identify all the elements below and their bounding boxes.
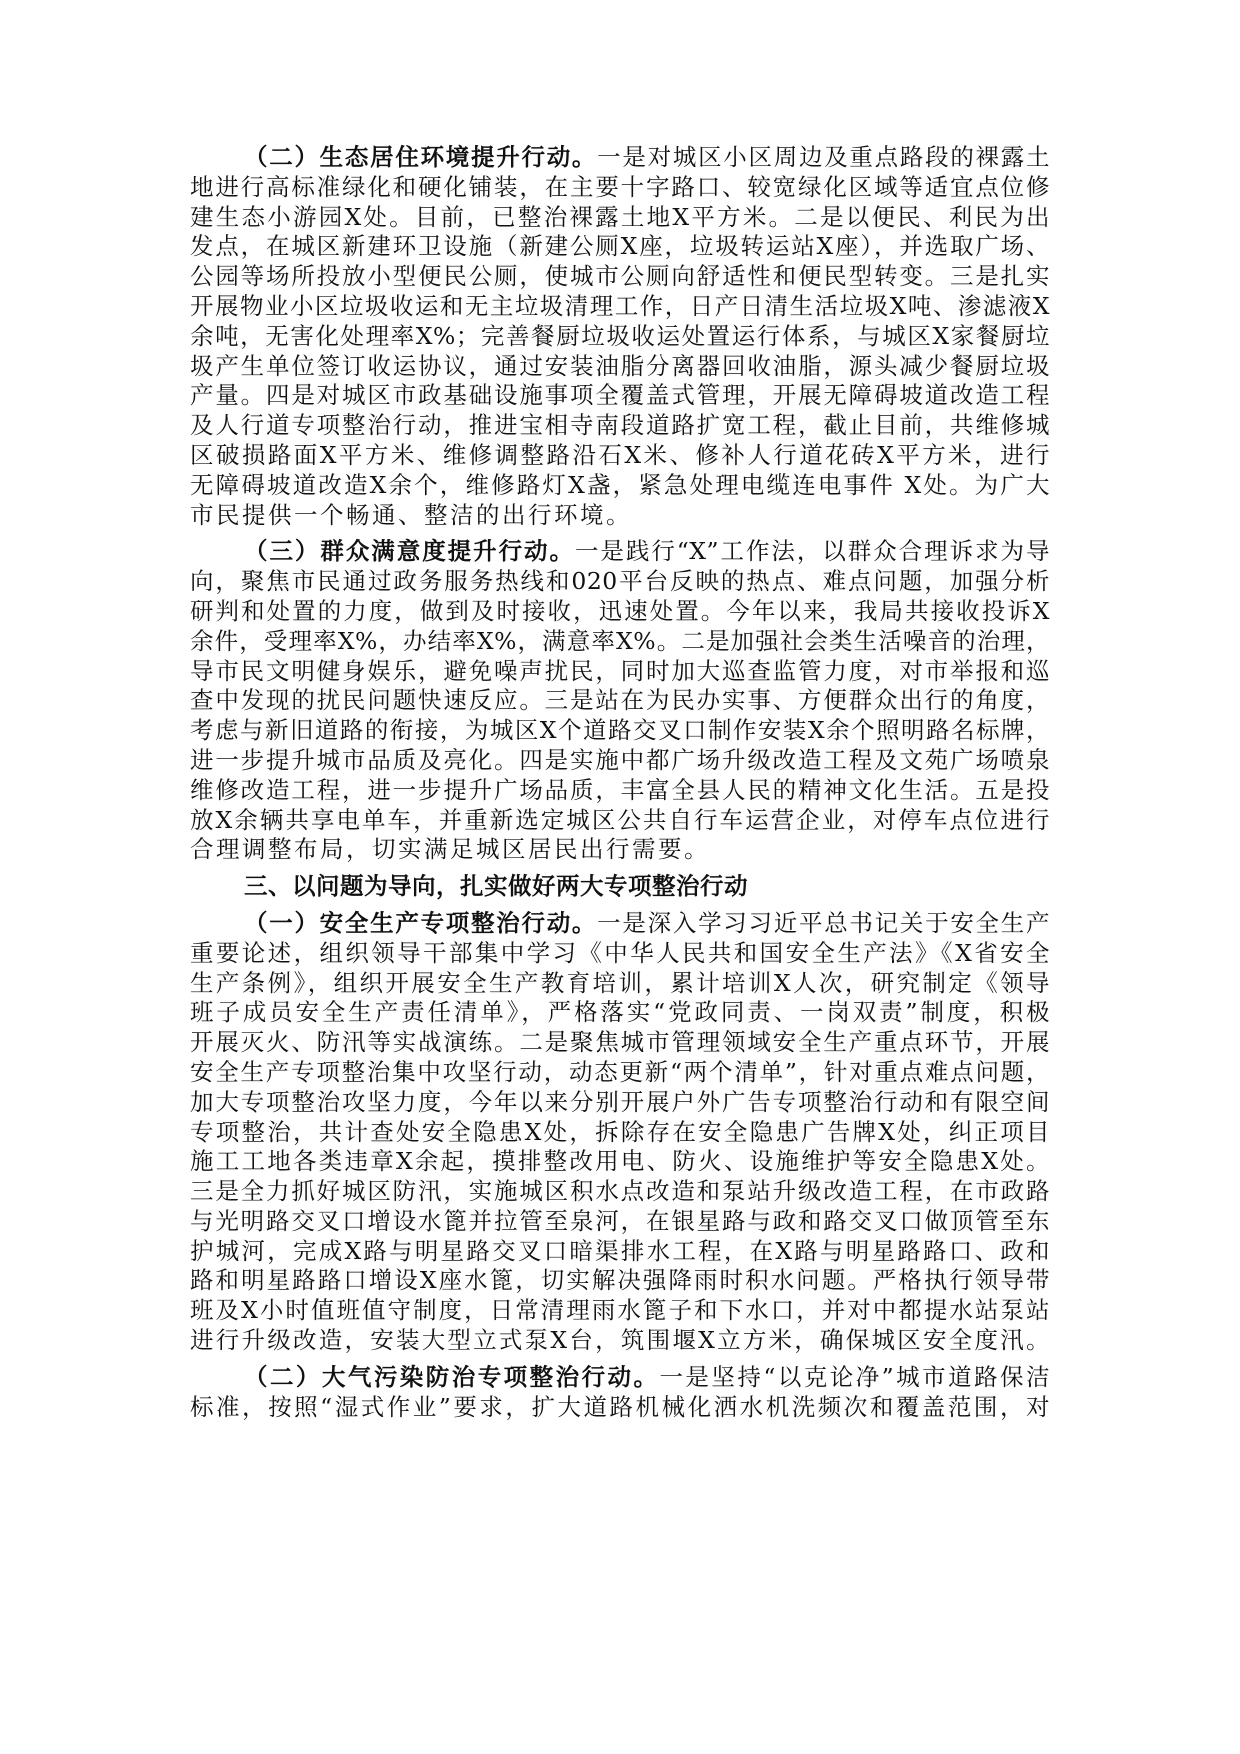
paragraph-first-line [190,1363,1050,1393]
text-line: 余吨，无害化处理率X%；完善餐厨垃圾收运处置运行体系，与城区X家餐厨垃 [190,321,1050,350]
section-heading-block [190,872,1050,902]
text-span: 一是践行“X”工作法，以群众合理诉求为导 [574,537,1050,566]
text-line: 标准，按照“湿式作业”要求，扩大道路机械化洒水机洗频次和覆盖范围，对 [190,1392,1050,1421]
text-line: 导市民文明健身娱乐，避免噪声扰民，同时加大巡查监管力度，对市举报和巡 [190,656,1050,685]
paragraph-lead: （一）安全生产专项整治行动。 [244,908,598,937]
paragraph-safety [190,909,1050,1356]
text-span: 一是深入学习习近平总书记关于安全生产 [597,908,1050,937]
text-line: 开展灭火、防汛等实战演练。二是聚焦城市管理领域安全生产重点环节，开展 [190,1028,1050,1057]
paragraph-lead: （三）群众满意度提升行动。 [244,537,575,566]
text-line: 护城河，完成X路与明星路交叉口暗渠排水工程，在X路与明星路路口、政和 [190,1236,1050,1265]
text-line: 班子成员安全生产责任清单》，严格落实“党政同责、一岗双责”制度，积极 [190,998,1050,1027]
paragraph-first-line [190,909,1050,939]
text-line: 与光明路交叉口增设水篦并拉管至泉河，在银星路与政和路交叉口做顶管至东 [190,1206,1050,1235]
text-line: 班及X小时值班值守制度，日常清理雨水篦子和下水口，并对中都提水站泵站 [190,1296,1050,1325]
text-line: 进一步提升城市品质及亮化。四是实施中都广场升级改造工程及文苑广场喷泉 [190,745,1050,774]
paragraph-first-line [190,143,1050,173]
text-line: 放X余辆共享电单车，并重新选定城区公共自行车运营企业，对停车点位进行 [190,805,1050,834]
paragraph-eco-living [190,143,1050,530]
paragraph-first-line [190,537,1050,567]
text-line: 路和明星路路口增设X座水篦，切实解决强降雨时积水问题。严格执行领导带 [190,1266,1050,1295]
text-line: 及人行道专项整治行动，推进宝相寺南段道路扩宽工程，截止目前，共维修城 [190,411,1050,440]
text-line: 余件，受理率X%，办结率X%，满意率X%。二是加强社会类生活噪音的治理， [190,626,1050,655]
text-line: 安全生产专项整治集中攻坚行动，动态更新“两个清单”，针对重点难点问题， [190,1057,1050,1086]
text-line: 建生态小游园X处。目前，已整治裸露土地X平方米。二是以便民、利民为出 [190,202,1050,231]
text-line: 重要论述，组织领导干部集中学习《中华人民共和国安全生产法》《X省安全 [190,938,1050,967]
text-line: 考虑与新旧道路的衔接，为城区X个道路交叉口制作安装X余个照明路名标牌， [190,716,1050,745]
text-line: 向，聚焦市民通过政务服务热线和020平台反映的热点、难点问题，加强分析 [190,567,1050,596]
text-line: 维修改造工程，进一步提升广场品质，丰富全县人民的精神文化生活。五是投 [190,775,1050,804]
paragraph-air-pollution [190,1363,1050,1423]
text-line: 进行升级改造，安装大型立式泵X台，筑围堰X立方米，确保城区安全度汛。 [190,1326,1050,1355]
text-line: 圾产生单位签订收运协议，通过安装油脂分离器回收油脂，源头减少餐厨垃圾 [190,351,1050,380]
text-line: 开展物业小区垃圾收运和无主垃圾清理工作，日产日清生活垃圾X吨、渗滤液X [190,291,1050,320]
text-span: 一是坚持“以克论净”城市道路保洁 [659,1362,1050,1391]
text-line: 专项整治，共计查处安全隐患X处，拆除存在安全隐患广告牌X处，纠正项目 [190,1117,1050,1146]
text-span: 一是对城区小区周边及重点路段的裸露土 [597,143,1050,171]
text-line: 施工工地各类违章X余起，摸排整改用电、防火、设施维护等安全隐患X处。 [190,1147,1050,1176]
text-line: 研判和处置的力度，做到及时接收，迅速处置。今年以来，我局共接收投诉X [190,596,1050,625]
text-line: 产量。四是对城区市政基础设施事项全覆盖式管理，开展无障碍坡道改造工程 [190,381,1050,410]
text-line: 区破损路面X平方米、维修调整路沿石X米、修补人行道花砖X平方米，进行 [190,440,1050,469]
text-line: 地进行高标准绿化和硬化铺装，在主要十字路口、较宽绿化区域等适宜点位修 [190,172,1050,201]
paragraph-lead: （二）生态居住环境提升行动。 [244,143,598,171]
text-line: 生产条例》，组织开展安全生产教育培训，累计培训X人次，研究制定《领导 [190,968,1050,997]
text-line: 发点，在城区新建环卫设施（新建公厕X座，垃圾转运站X座），并选取广场、 [190,232,1050,261]
text-line: 合理调整布局，切实满足城区居民出行需要。 [190,835,710,864]
paragraph-satisfaction [190,537,1050,865]
text-line: 查中发现的扰民问题快速反应。三是站在为民办实事、方便群众出行的角度， [190,686,1050,715]
text-line: 市民提供一个畅通、整洁的出行环境。 [190,500,632,529]
paragraph-lead: （二）大气污染防治专项整治行动。 [244,1362,660,1391]
text-line: 三是全力抓好城区防汛，实施城区积水点改造和泵站升级改造工程，在市政路 [190,1177,1050,1206]
document-body [190,143,1050,1422]
text-line: 公园等场所投放小型便民公厕，使城市公厕向舒适性和便民型转变。三是扎实 [190,262,1050,291]
text-line: 加大专项整治攻坚力度，今年以来分别开展户外广告专项整治行动和有限空间 [190,1087,1050,1116]
text-line: 无障碍坡道改造X余个，维修路灯X盏，紧急处理电缆连电事件 X处。为广大 [190,470,1050,499]
section-heading: 三、以问题为导向，扎实做好两大专项整治行动 [244,872,748,901]
